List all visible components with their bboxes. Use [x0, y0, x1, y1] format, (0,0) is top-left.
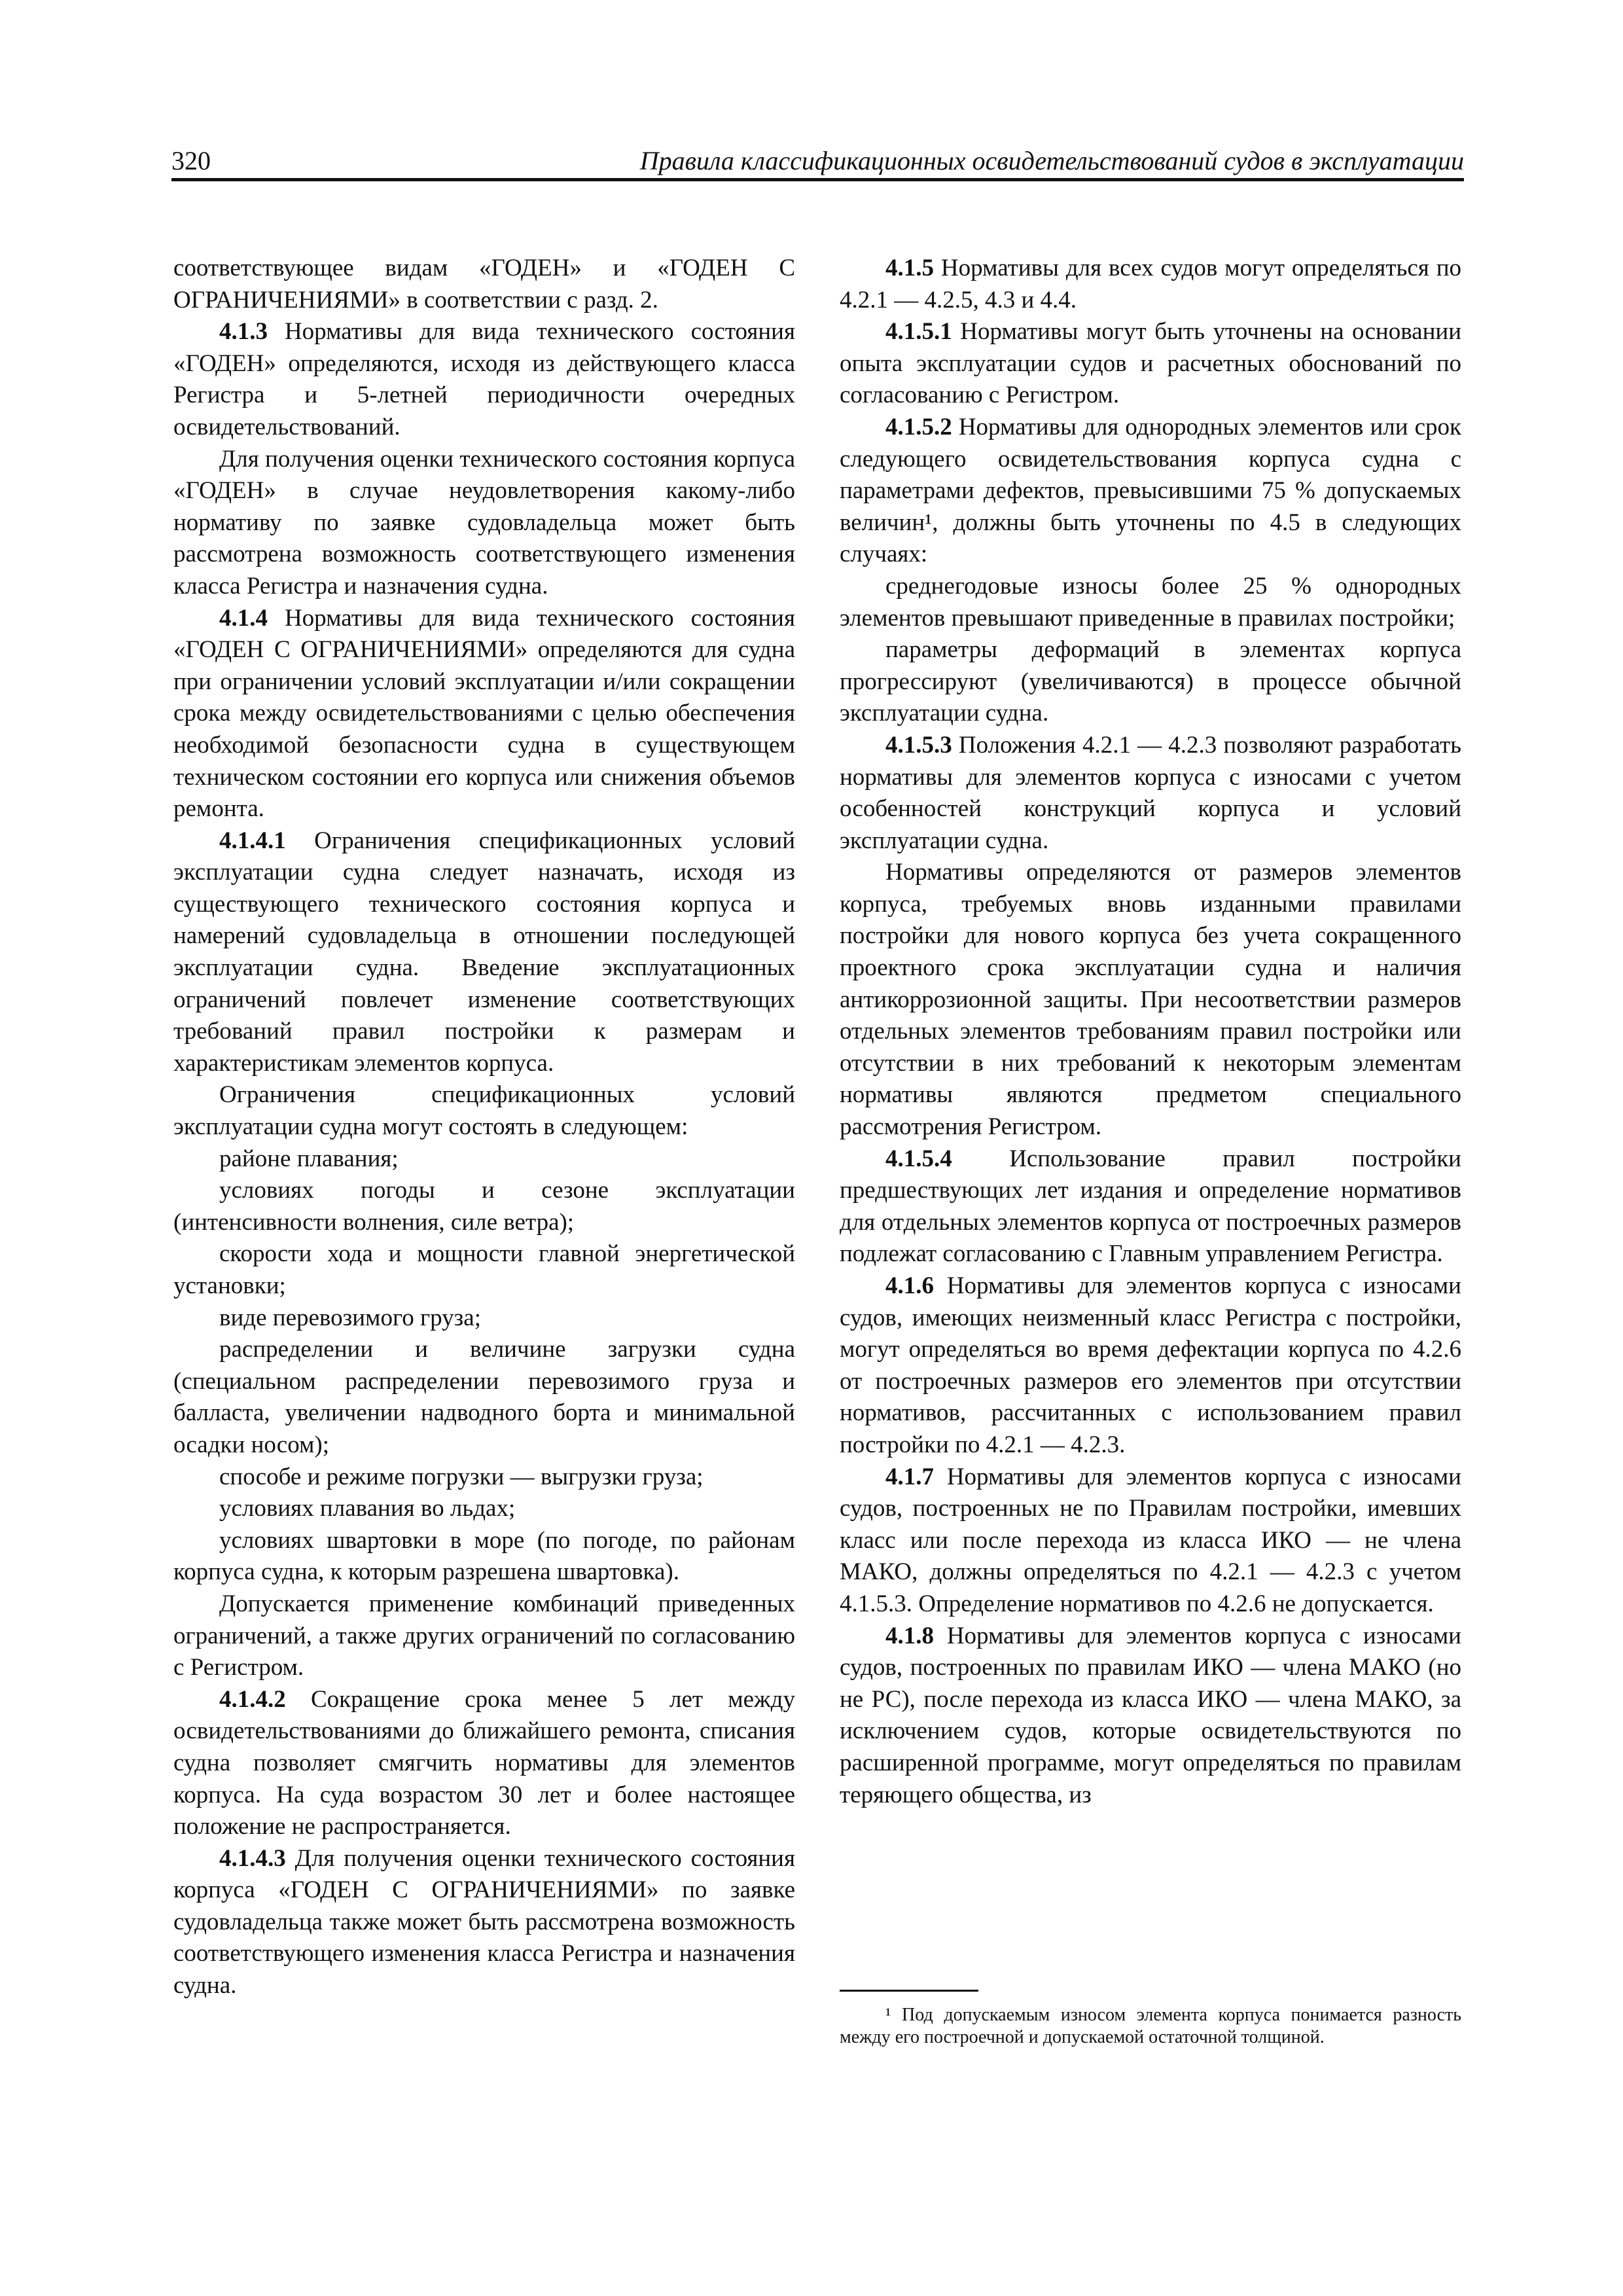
header-rule: [171, 178, 1464, 181]
paragraph-4-1-4: 4.1.4 Нормативы для вида технического состояния «ГОДЕН С ОГРАНИЧЕНИЯМИ» определяются для судна при ограничении условий эксплуатации и/или сокращении срока между освидетельствованиями с целью обеспечения необходимой безопасности судна в существующем техническом состоянии его корпуса или снижения объемов ремонта.: [173, 604, 795, 823]
paragraph: Допускается применение комбинаций приведенных ограничений, а также других ограничений по согласованию с Регистром.: [173, 1590, 795, 1681]
paragraph-4-1-4-2: 4.1.4.2 Сокращение срока менее 5 лет между освидетельствованиями до ближайшего ремонта, списания судна позволяет смягчить нормативы для элементов корпуса. На суда возрастом 30 лет и более настоящее положение не распространяется.: [173, 1685, 795, 1840]
paragraph-4-1-3: 4.1.3 Нормативы для вида технического состояния «ГОДЕН» определяются, исходя из действующего класса Регистра и 5-летней периодичности очередных освидетельствований.: [173, 318, 795, 440]
paragraph-4-1-5: 4.1.5 Нормативы для всех судов могут определяться по 4.2.1 — 4.2.5, 4.3 и 4.4.: [840, 255, 1461, 314]
footnote: ¹ Под допускаемым износом элемента корпуса понимается разность между его построечной и допускаемой остаточной толщиной.: [840, 2005, 1461, 2047]
page-header: [171, 145, 1464, 181]
paragraph: соответствующее видам «ГОДЕН» и «ГОДЕН С ОГРАНИЧЕНИЯМИ» в соответствии с разд. 2.: [173, 255, 795, 314]
paragraph-4-1-6: 4.1.6 Нормативы для элементов корпуса с износами судов, имеющих неизменный класс Регистра с постройки, могут определяться во время дефектации корпуса по 4.2.6 от построечных размеров его элементов при отсутствии нормативов, рассчитанных с использованием правил постройки по 4.2.1 — 4.2.3.: [840, 1272, 1461, 1458]
paragraph-4-1-8: 4.1.8 Нормативы для элементов корпуса с износами судов, построенных по правилам ИКО — члена МАКО (но не РС), после перехода из класса ИКО — члена МАКО, за исключением судов, которые освидетельствуются по расширенной программе, могут определяться по правилам теряющего общества, из: [840, 1622, 1461, 1808]
list-item: виде перевозимого груза;: [219, 1304, 481, 1331]
list-item: условиях плавания во льдах;: [219, 1495, 516, 1522]
list-item: параметры деформаций в элементах корпуса прогрессируют (увеличиваются) в процессе обычной эксплуатации судна.: [840, 636, 1461, 727]
paragraph-4-1-4-3: 4.1.4.3 Для получения оценки технического состояния корпуса «ГОДЕН С ОГРАНИЧЕНИЯМИ» по заявке судовладельца также может быть рассмотрена возможность соответствующего изменения класса Регистра и назначения судна.: [173, 1844, 795, 2000]
list-item: среднегодовые износы более 25 % однородных элементов превышают приведенные в правилах постройки;: [840, 572, 1461, 632]
paragraph-4-1-5-4: 4.1.5.4 Использование правил постройки предшествующих лет издания и определение нормативов для отдельных элементов корпуса от построечных размеров подлежат согласованию с Главным управлением Регистра.: [840, 1145, 1461, 1268]
left-column: [173, 253, 795, 2002]
list-item: районе плавания;: [219, 1145, 399, 1172]
right-column: [840, 253, 1461, 1811]
paragraph-4-1-5-1: 4.1.5.1 Нормативы могут быть уточнены на основании опыта эксплуатации судов и расчетных обоснований по согласованию с Регистром.: [840, 318, 1461, 409]
list-item: способе и режиме погрузки — выгрузки груза;: [219, 1463, 704, 1490]
paragraph-4-1-5-2: 4.1.5.2 Нормативы для однородных элементов или срок следующего освидетельствования корпуса судна с параметрами дефектов, превысившими 75 % допускаемых величин¹, должны быть уточнены по 4.5 в следующих случаях:: [840, 413, 1461, 568]
paragraph-4-1-7: 4.1.7 Нормативы для элементов корпуса с износами судов, построенных не по Правилам постройки, имевших класс или после перехода из класса ИКО — не члена МАКО, должны определяться по 4.2.1 — 4.2.3 с учетом 4.1.5.3. Определение нормативов по 4.2.6 не допускается.: [840, 1463, 1461, 1617]
list-item: условиях погоды и сезоне эксплуатации (интенсивности волнения, силе ветра);: [173, 1177, 795, 1236]
paragraph: Ограничения спецификационных условий эксплуатации судна могут состоять в следующем:: [173, 1081, 795, 1141]
running-title: Правила классификационных освидетельствований судов в эксплуатации: [639, 146, 1464, 175]
paragraph-4-1-4-1: 4.1.4.1 Ограничения спецификационных условий эксплуатации судна следует назначать, исходя из существующего технического состояния корпуса и намерений судовладельца в отношении последующей эксплуатации судна. Введение эксплуатационных ограничений повлечет изменение соответствующих требований правил постройки к размерам и характеристикам элементов корпуса.: [173, 827, 795, 1077]
footnote-rule: [840, 1990, 978, 1992]
paragraph-4-1-5-3: 4.1.5.3 Положения 4.2.1 — 4.2.3 позволяют разработать нормативы для элементов корпуса с износами с учетом особенностей конструкций корпуса и условий эксплуатации судна.: [840, 731, 1461, 854]
list-item: скорости хода и мощности главной энергетической установки;: [173, 1240, 795, 1299]
paragraph: Для получения оценки технического состояния корпуса «ГОДЕН» в случае неудовлетворения какому-либо нормативу по заявке судовладельца может быть рассмотрена возможность соответствующего изменения класса Регистра и назначения судна.: [173, 445, 795, 600]
list-item: условиях швартовки в море (по погоде, по районам корпуса судна, к которым разрешена швартовка).: [173, 1526, 795, 1586]
list-item: распределении и величине загрузки судна (специальном распределении перевозимого груза и балласта, увеличении надводного борта и минимальной осадки носом);: [173, 1336, 795, 1458]
paragraph: Нормативы определяются от размеров элементов корпуса, требуемых вновь изданными правилами постройки для нового корпуса без учета сокращенного проектного срока эксплуатации судна и наличия антикоррозионной защиты. При несоответствии размеров отдельных элементов требованиям правил постройки или отсутствии в них требований к некоторым элементам нормативы являются предметом специального рассмотрения Регистром.: [840, 859, 1461, 1141]
page-number: 320: [171, 146, 211, 175]
